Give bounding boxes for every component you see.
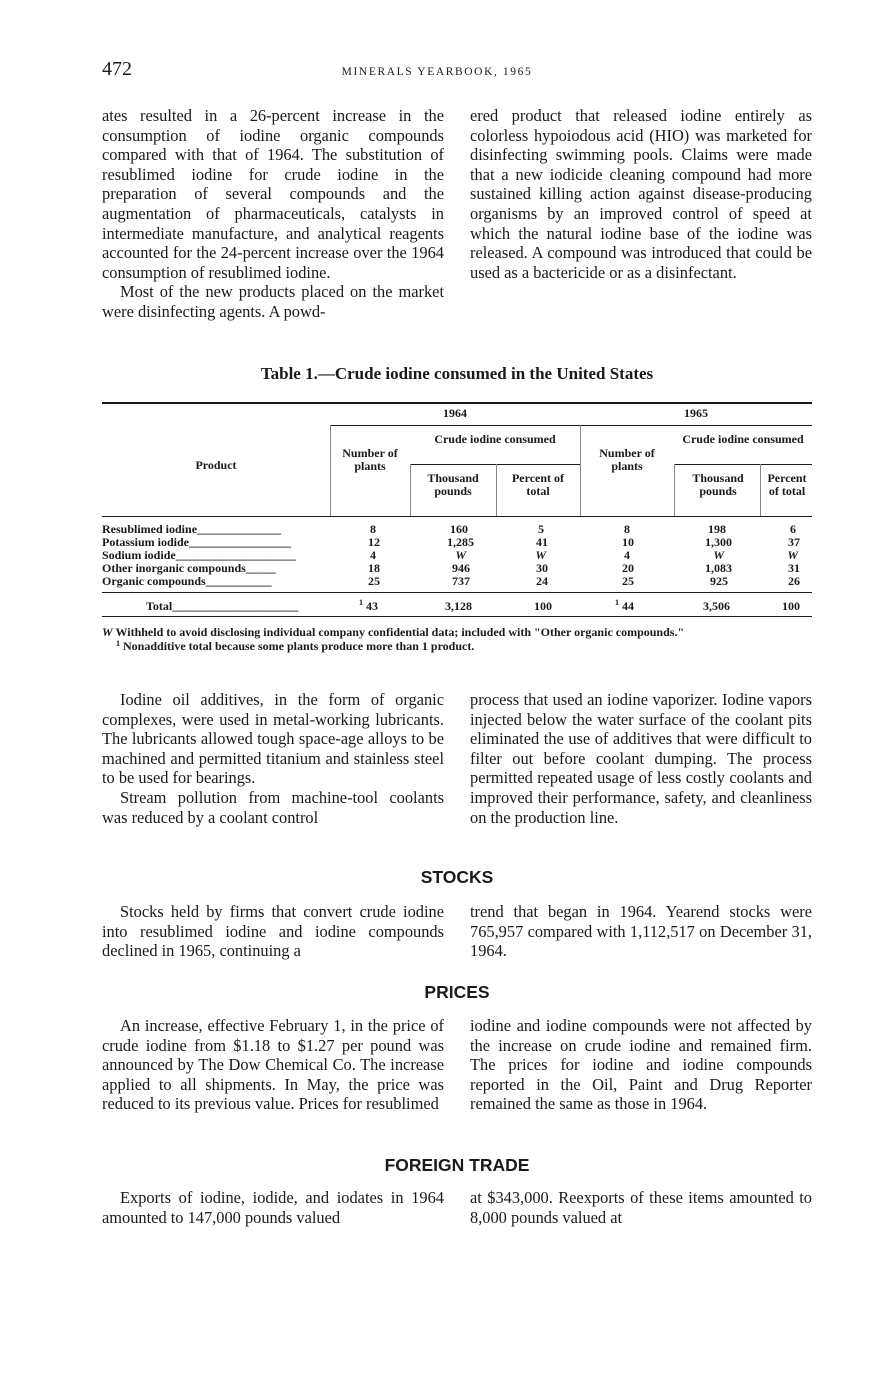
paragraph: ered product that released iodine entirely as colorless hypoiodous acid (HIO) was marketed for disinfecting swimming pools. Claims were made that a new iodicide cleaning compound had more sustained killing action against disease-producing organisms by an improved control of speed at which the natural iodine base of the iodine was released. A compound was introduced that could be used as a bactericide or as a disinfectant. bbox=[470, 106, 812, 282]
rule bbox=[580, 425, 581, 516]
running-title: MINERALS YEARBOOK, 1965 bbox=[341, 66, 533, 78]
cell: 1,300 bbox=[705, 535, 732, 549]
cell: 3,506 bbox=[703, 599, 730, 613]
row-label: Potassium iodide_________________ bbox=[102, 535, 292, 549]
cell: 5 bbox=[538, 522, 544, 536]
stocks-right-column bbox=[470, 902, 812, 961]
cell: 24 bbox=[536, 574, 548, 588]
header-number-of-plants: Number of plants bbox=[342, 446, 398, 473]
paragraph: Most of the new products placed on the market were disinfecting agents. A powd- bbox=[102, 282, 444, 321]
cell: 41 bbox=[536, 535, 548, 549]
cell: 100 bbox=[782, 599, 800, 613]
cell: 4 bbox=[370, 548, 376, 562]
cell: 160 bbox=[450, 522, 468, 536]
cell: 10 bbox=[622, 535, 634, 549]
paragraph: at $343,000. Reexports of these items amounted to 8,000 pounds valued at bbox=[470, 1188, 812, 1227]
header-percent-of-total: Percent of total bbox=[511, 471, 565, 498]
foreign-trade-right-column bbox=[470, 1188, 812, 1227]
rule bbox=[330, 425, 331, 516]
cell: 37 bbox=[788, 535, 800, 549]
section-heading-prices: PRICES bbox=[424, 982, 490, 1002]
top-left-column bbox=[102, 106, 444, 322]
header-bottom-rule bbox=[102, 516, 812, 517]
cell: $^1$ 43 bbox=[359, 598, 378, 613]
rule bbox=[330, 425, 812, 426]
row-label: Other inorganic compounds_____ bbox=[102, 561, 276, 575]
prices-right-column bbox=[470, 1016, 812, 1114]
rule bbox=[674, 464, 812, 465]
cell: 6 bbox=[790, 522, 796, 536]
cell: W bbox=[455, 548, 466, 562]
cell: 20 bbox=[622, 561, 634, 575]
cell: 4 bbox=[624, 548, 630, 562]
cell: 3,128 bbox=[445, 599, 472, 613]
row-label: Total_____________________ bbox=[146, 599, 299, 613]
row-label: Resublimed iodine______________ bbox=[102, 522, 282, 536]
prices-left-column bbox=[102, 1016, 444, 1114]
header-year-1965: 1965 bbox=[684, 406, 708, 420]
paragraph: Exports of iodine, iodide, and iodates in 1964 amounted to 147,000 pounds valued bbox=[102, 1188, 444, 1227]
cell: 26 bbox=[788, 574, 800, 588]
rule bbox=[674, 464, 675, 516]
cell: W bbox=[713, 548, 724, 562]
footnote: $^1$ Nonadditive total because some plants produce more than 1 product. bbox=[116, 638, 475, 653]
cell: W bbox=[787, 548, 798, 562]
section-heading-foreign-trade: FOREIGN TRADE bbox=[384, 1155, 530, 1175]
cell: 946 bbox=[452, 561, 470, 575]
row-label: Sodium iodide____________________ bbox=[102, 548, 296, 562]
cell: 25 bbox=[368, 574, 380, 588]
header-number-of-plants: Number of plants bbox=[599, 446, 655, 473]
table-title: Table 1.—Crude iodine consumed in the United States bbox=[260, 364, 654, 383]
cell: 31 bbox=[788, 561, 800, 575]
header-crude-consumed: Crude iodine consumed bbox=[434, 432, 556, 446]
middle-right-column bbox=[470, 690, 812, 827]
rule bbox=[496, 464, 497, 516]
table-footnotes bbox=[102, 626, 814, 653]
paragraph: Stream pollution from machine-tool coolants was reduced by a coolant control bbox=[102, 787, 444, 827]
cell: 12 bbox=[368, 535, 380, 549]
rule bbox=[410, 464, 580, 465]
cell: 737 bbox=[452, 574, 470, 588]
paragraph: ates resulted in a 26-percent increase in the consumption of iodine organic compounds compared with that of 1964. The substitution of resublimed iodine for crude iodine in the preparation of several compounds and the augmentation of pharmaceuticals, catalysts in intermediate manufacture, and analytical reagents accounted for the 24-percent increase over the 1964 consumption of resublimed iodine. bbox=[102, 106, 444, 282]
row-label: Organic compounds___________ bbox=[102, 574, 272, 588]
cell: W bbox=[535, 548, 546, 562]
header-percent-of-total: Percent of total bbox=[767, 471, 807, 498]
cell: 25 bbox=[622, 574, 634, 588]
header-crude-consumed: Crude iodine consumed bbox=[682, 432, 804, 446]
cell: $^1$ 44 bbox=[615, 598, 634, 613]
rule bbox=[410, 464, 411, 516]
cell: 1,083 bbox=[705, 561, 732, 575]
header-year-1964: 1964 bbox=[443, 406, 467, 420]
cell: 1,285 bbox=[447, 535, 474, 549]
table-top-rule bbox=[102, 402, 812, 404]
cell: 8 bbox=[370, 522, 376, 536]
middle-left-column bbox=[102, 690, 444, 827]
header-product: Product bbox=[195, 458, 237, 472]
header-thousand-pounds: Thousand pounds bbox=[692, 471, 744, 498]
header-thousand-pounds: Thousand pounds bbox=[427, 471, 479, 498]
stocks-left-column bbox=[102, 902, 444, 961]
cell: 198 bbox=[708, 522, 726, 536]
cell: 925 bbox=[710, 574, 728, 588]
foreign-trade-left-column bbox=[102, 1188, 444, 1227]
table-bottom-rule bbox=[102, 616, 812, 617]
paragraph: iodine and iodine compounds were not affected by the increase on crude iodine and remained firm. The prices for iodine and iodine compounds reported in the Oil, Paint and Drug Reporter remained the same as those in 1964. bbox=[470, 1016, 812, 1114]
cell: 8 bbox=[624, 522, 630, 536]
page-number: 472 bbox=[102, 58, 132, 80]
rule bbox=[102, 592, 812, 593]
data-table bbox=[102, 400, 812, 618]
rule bbox=[760, 464, 761, 516]
cell: 100 bbox=[534, 599, 552, 613]
paragraph: process that used an iodine vaporizer. Iodine vapors injected below the water surface of the coolant pits eliminated the use of additives that were difficult to filter out before coolant dumping. The process permitted repeated usage of less costly coolants and improved their performance, safety, and cleanliness on the production line. bbox=[470, 690, 812, 827]
section-heading-stocks: STOCKS bbox=[420, 867, 494, 887]
paragraph: Iodine oil additives, in the form of organic complexes, were used in metal-working lubricants. The lubricants allowed tough space-age alloys to be machined and permitted titanium and stainless steel to be used for bearings. bbox=[102, 690, 444, 788]
paragraph: trend that began in 1964. Yearend stocks were 765,957 compared with 1,112,517 on December 31, 1964. bbox=[470, 902, 812, 961]
cell: 18 bbox=[368, 561, 380, 575]
paragraph: An increase, effective February 1, in the price of crude iodine from $1.18 to $1.27 per pound was announced by The Dow Chemical Co. The increase applied to all shipments. In May, the price was reduced to its previous value. Prices for resublimed bbox=[102, 1016, 444, 1114]
paragraph: Stocks held by firms that convert crude iodine into resublimed iodine and iodine compounds declined in 1965, continuing a bbox=[102, 902, 444, 961]
cell: 30 bbox=[536, 561, 548, 575]
footnote: W Withheld to avoid disclosing individual company confidential data; included with "Other organic compounds." bbox=[102, 625, 685, 639]
top-right-column bbox=[470, 106, 812, 282]
